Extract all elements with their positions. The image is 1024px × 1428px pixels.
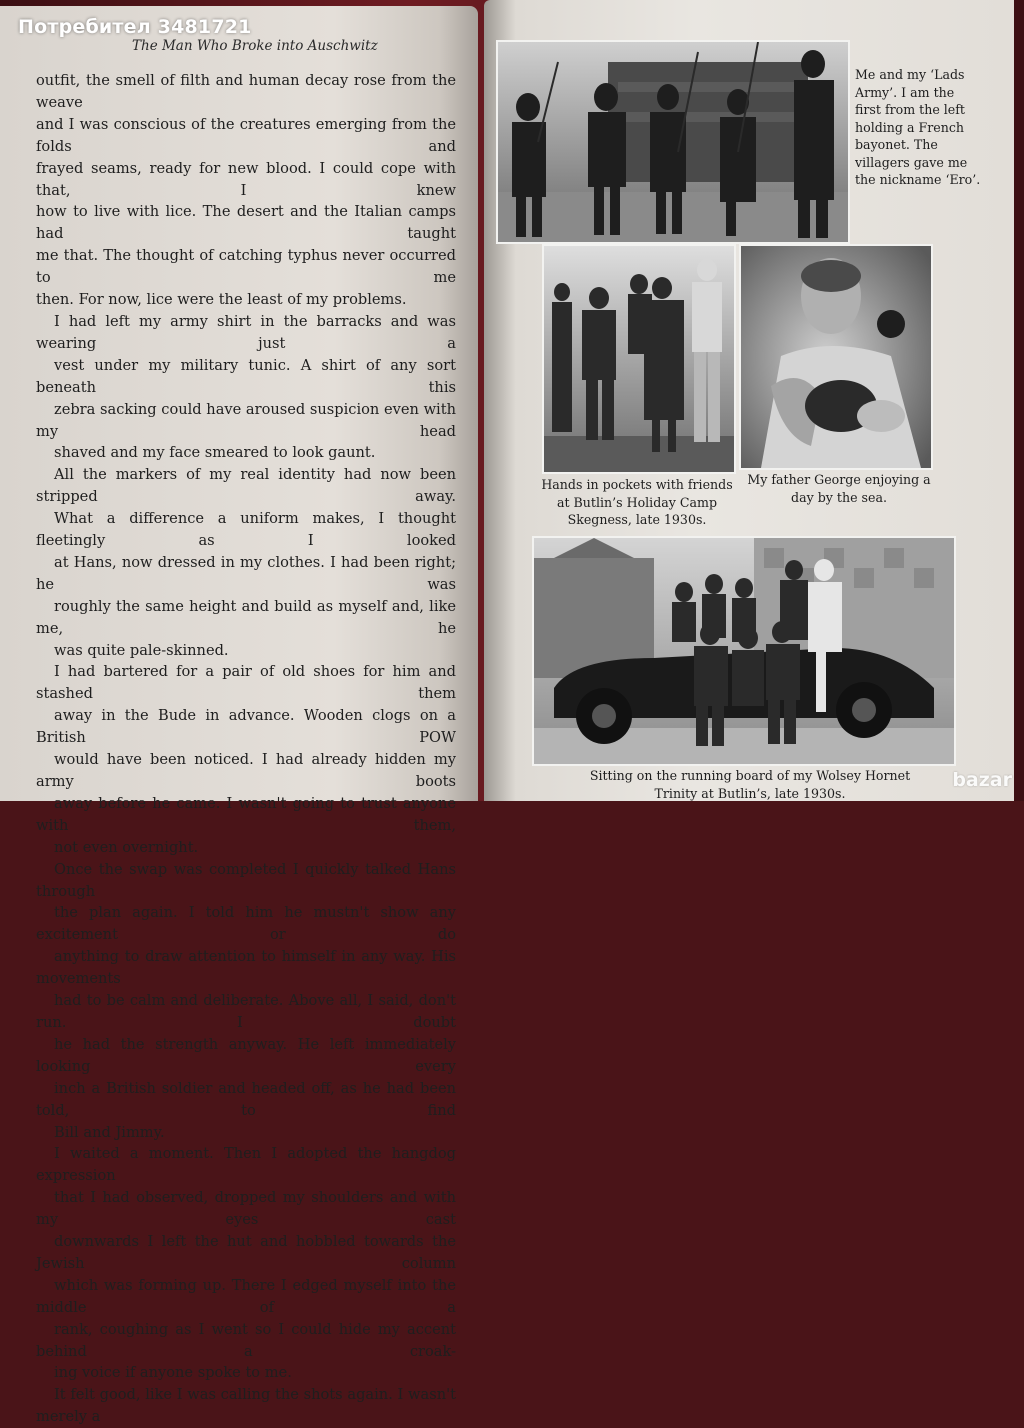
photo-lads-army-image — [498, 42, 848, 242]
text-line: anything to draw attention to himself in any way. His movements — [36, 948, 456, 988]
text-line: I had left my army shirt in the barracks and was wearing just a — [36, 312, 456, 352]
text-line: was quite pale-skinned. — [54, 641, 229, 659]
text-line: he had the strength anyway. He left immediately looking every — [36, 1035, 456, 1075]
caption-line: Army’. I am the — [855, 84, 955, 100]
paragraph — [36, 661, 456, 858]
running-head: The Man Who Broke into Auschwitz — [132, 38, 378, 54]
text-line: had to be calm and deliberate. Above all, I said, don't run. I doubt — [36, 992, 456, 1031]
text-line: how to live with lice. The desert and the Italian camps had taught — [36, 203, 456, 243]
caption-line: holding a French — [855, 119, 964, 135]
photo-father-george-image — [741, 246, 931, 468]
text-line: which was forming up. There I edged myself into the middle of a — [36, 1276, 456, 1316]
text-line: then. For now, lice were the least of my problems. — [36, 291, 407, 309]
text-line: that I had observed, dropped my shoulders and with my eyes cast — [36, 1189, 456, 1229]
paragraph — [36, 1143, 456, 1384]
caption-line: first from the left — [855, 102, 965, 117]
text-line: away in the Bude in advance. Wooden clogs on a British POW — [36, 707, 456, 747]
text-line: frayed seams, ready for new blood. I could cope with that, I knew — [36, 159, 456, 199]
caption-line: Me and my ‘Lads — [855, 67, 965, 82]
text-line: roughly the same height and build as myself and, like me, he — [36, 597, 456, 637]
caption-lads-army — [855, 66, 1005, 189]
uploader-label: Потребител 3481721 — [18, 16, 252, 38]
photo-father-george — [739, 244, 933, 470]
text-line: zebra sacking could have aroused suspicion even with my head — [36, 400, 456, 440]
caption-wolsey-hornet — [540, 767, 960, 802]
text-line: Bill and Jimmy. — [54, 1123, 165, 1141]
caption-line: My father George enjoying a — [747, 472, 931, 487]
photo-lads-army — [496, 40, 850, 244]
text-line: Once the swap was completed I quickly talked Hans through — [36, 860, 456, 900]
caption-butlins-friends — [530, 476, 744, 529]
body-text — [36, 70, 456, 1428]
text-line: What a difference a uniform makes, I thought fleetingly as I looked — [36, 510, 456, 550]
text-line: I had bartered for a pair of old shoes for him and stashed them — [36, 663, 456, 703]
paragraph — [36, 311, 456, 464]
caption-line: Sitting on the running board of my Wolsey Hornet — [589, 768, 911, 783]
text-line: would have been noticed. I had already hidden my army boots — [36, 751, 456, 790]
text-line: outfit, the smell of filth and human decay rose from the weave — [36, 72, 456, 111]
text-line: the plan again. I told him he mustn't show any excitement or do — [36, 904, 456, 944]
paragraph — [36, 859, 456, 1144]
text-line: and I was conscious of the creatures emerging from the folds and — [36, 115, 456, 155]
text-line: vest under my military tunic. A shirt of any sort beneath this — [36, 356, 456, 396]
photo-wolsey-hornet-image — [534, 538, 954, 764]
caption-line: day by the sea. — [791, 489, 887, 505]
photo-butlins-friends — [542, 244, 736, 474]
paragraph — [36, 1384, 456, 1428]
caption-line: at Butlin’s Holiday Camp — [556, 494, 718, 510]
photo-wolsey-hornet — [532, 536, 956, 766]
caption-line: the nickname ‘Ero’. — [855, 172, 981, 187]
text-line: All the markers of my real identity had now been stripped away. — [36, 466, 456, 506]
text-line: I waited a moment. Then I adopted the hangdog expression — [36, 1145, 456, 1185]
text-line: me that. The thought of catching typhus never occurred to me — [36, 247, 456, 287]
caption-line: Trinity at Butlin’s, late 1930s. — [654, 785, 846, 801]
watermark-logo: bazar — [952, 769, 1012, 791]
text-line: rank, coughing as I went so I could hide my accent behind a croak- — [36, 1320, 456, 1360]
caption-father-george — [744, 471, 934, 506]
text-line: inch a British soldier and headed off, as he had been told, to find — [36, 1079, 456, 1119]
text-line: shaved and my face smeared to look gaunt. — [54, 444, 376, 462]
caption-line: bayonet. The — [855, 137, 938, 152]
text-line: It felt good, like I was calling the shots again. I wasn't merely a — [36, 1386, 456, 1426]
caption-line: villagers gave me — [855, 154, 968, 170]
caption-line: Hands in pockets with friends — [541, 477, 733, 492]
text-line: downwards I left the hut and hobbled towards the Jewish column — [36, 1233, 456, 1272]
text-line: ing voice if anyone spoke to me. — [54, 1364, 292, 1382]
text-line: at Hans, now dressed in my clothes. I had been right; he was — [36, 553, 456, 593]
photo-butlins-friends-image — [544, 246, 734, 472]
paragraph — [36, 464, 456, 661]
caption-line: Skegness, late 1930s. — [567, 512, 707, 527]
text-line: away before he came. I wasn't going to trust anyone with them, — [36, 794, 456, 834]
paragraph — [36, 70, 456, 311]
text-line: not even overnight. — [54, 838, 199, 856]
